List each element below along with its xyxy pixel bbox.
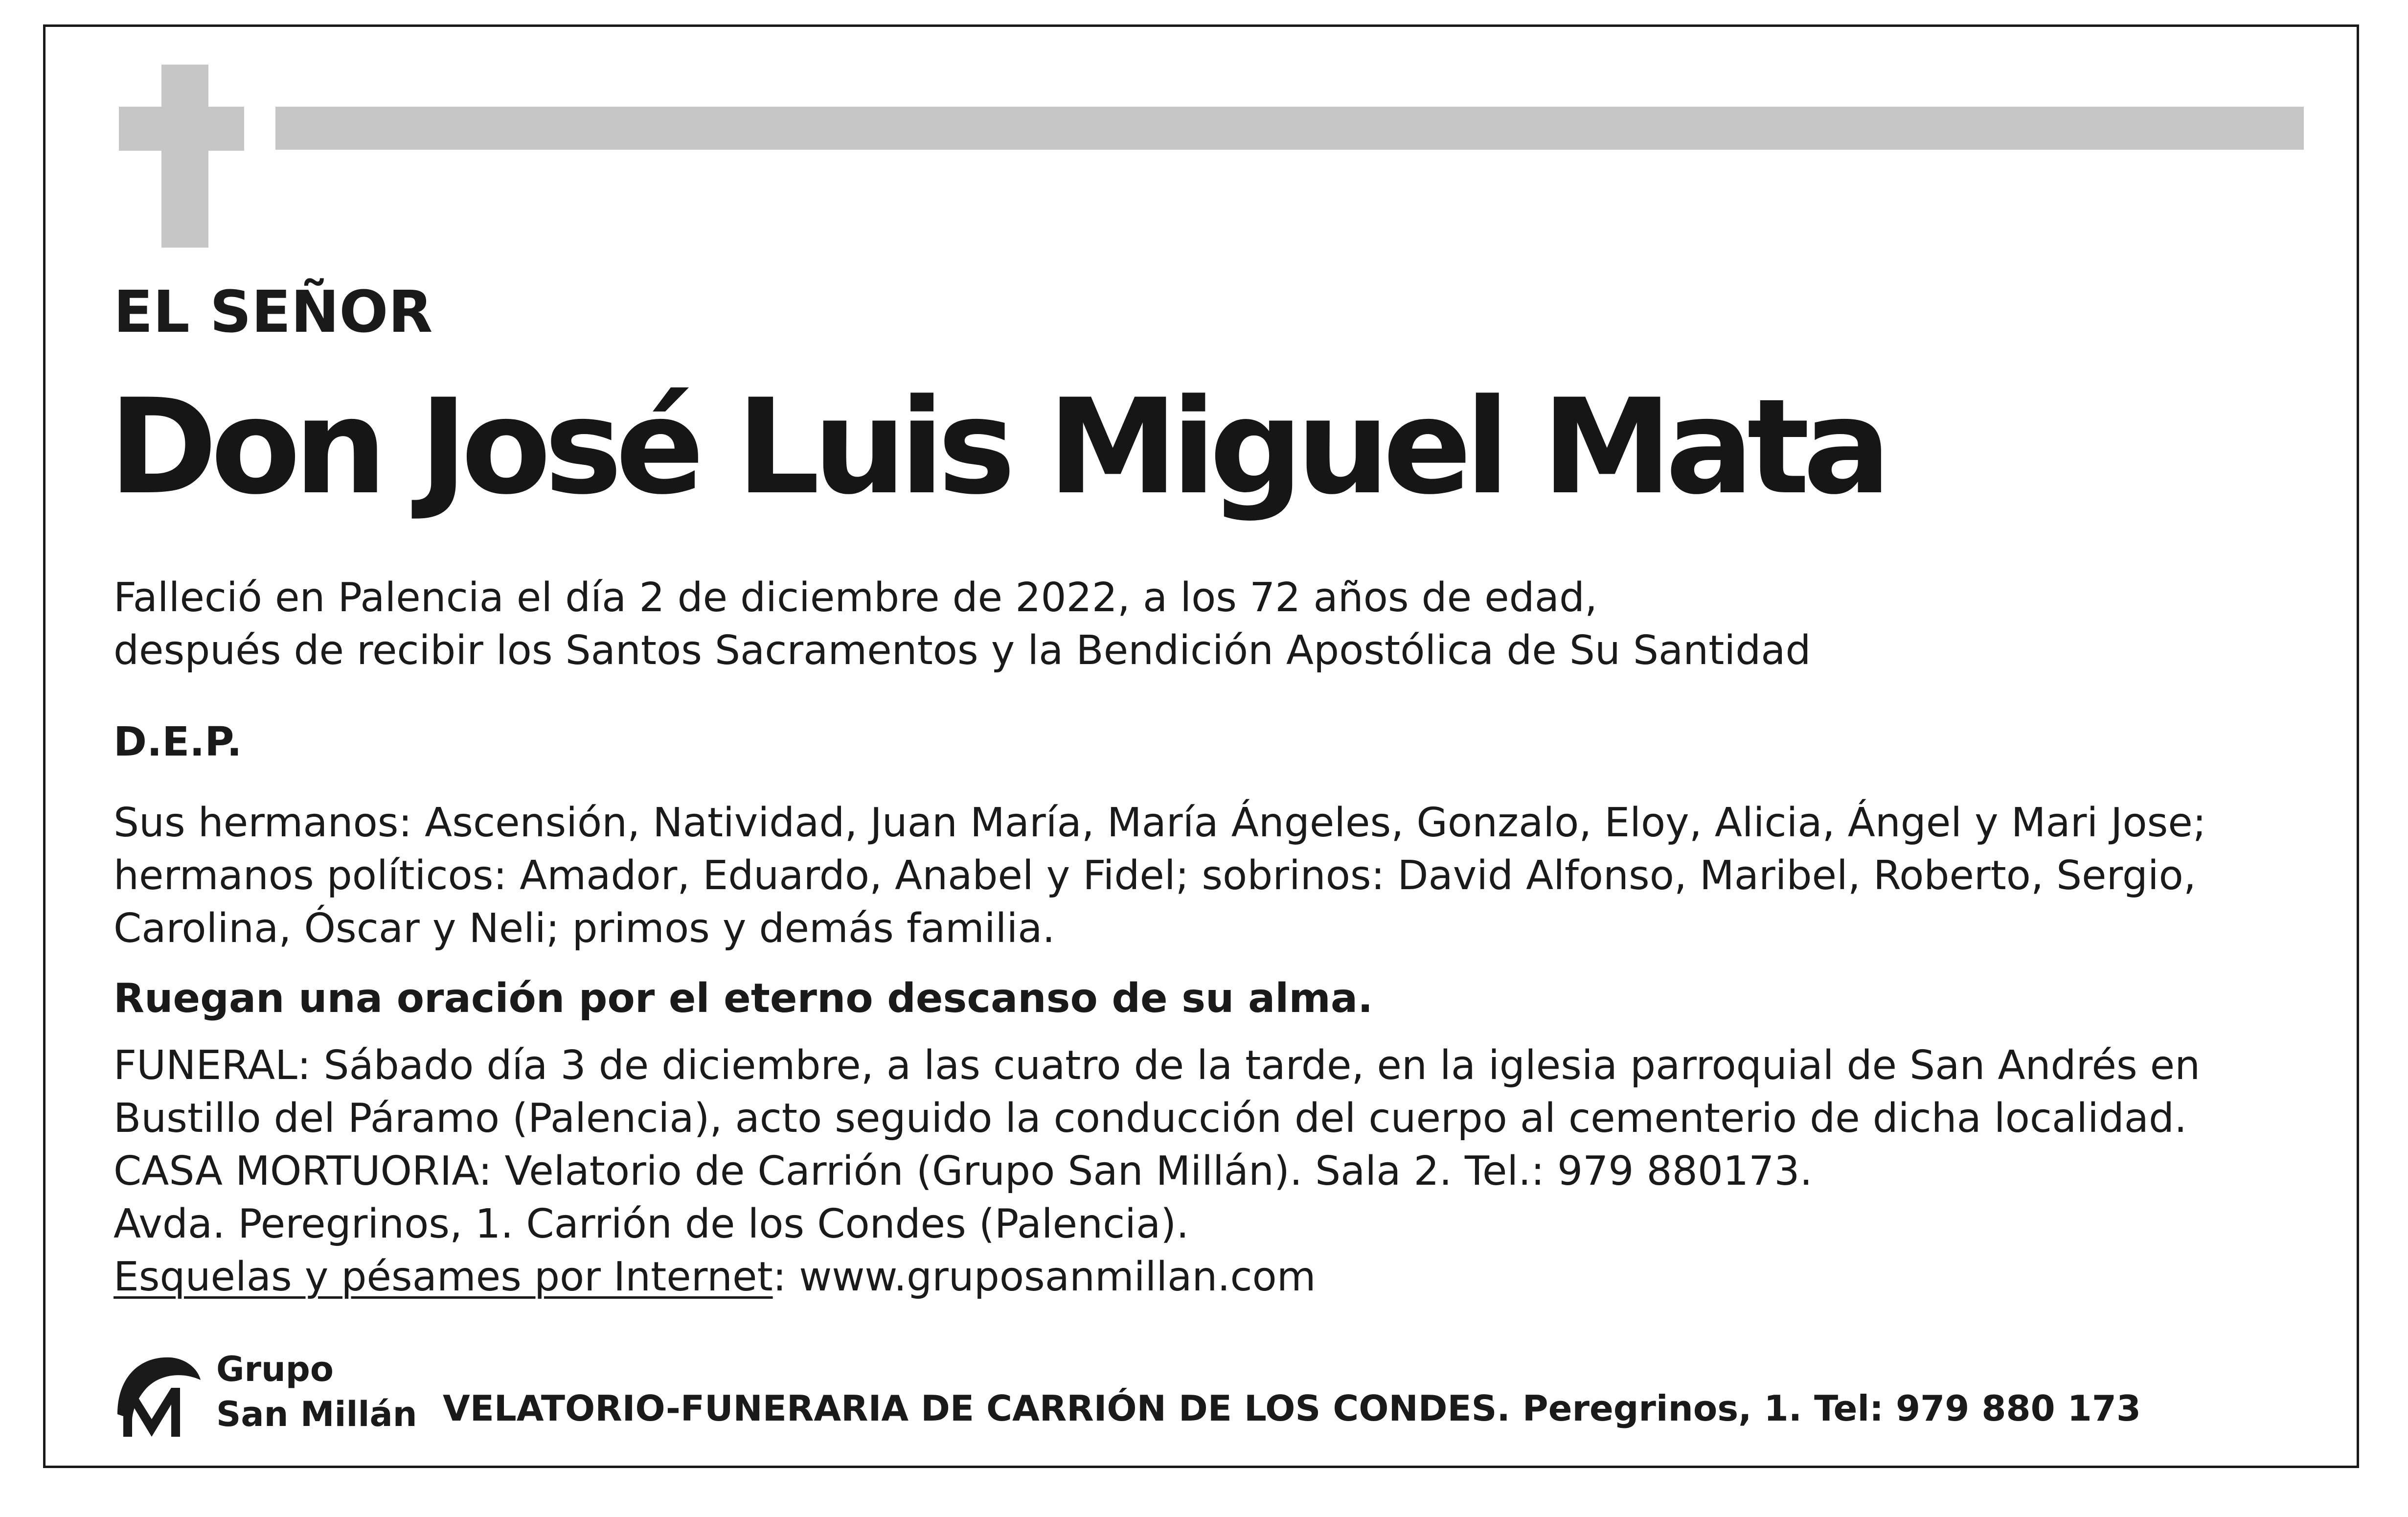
deceased-name: Don José Luis Miguel Mata	[109, 371, 1885, 524]
funeral-line: Bustillo del Páramo (Palencia), acto seguido la conducción del cuerpo al cementerio de dicha localidad.	[114, 1095, 2187, 1142]
cross-icon	[161, 65, 208, 248]
internet-label: Esquelas y pésames por Internet	[114, 1254, 773, 1300]
family-line: Carolina, Óscar y Neli; primos y demás familia.	[114, 905, 1055, 952]
funeral-line: Avda. Peregrinos, 1. Carrión de los Condes (Palencia).	[114, 1201, 1189, 1247]
family-line: Sus hermanos: Ascensión, Natividad, Juan María, María Ángeles, Gonzalo, Eloy, Alicia, Ángel y Mari Jose;	[114, 800, 2206, 846]
logo-wordmark	[216, 1347, 417, 1437]
family-line: hermanos políticos: Amador, Eduardo, Anabel y Fidel; sobrinos: David Alfonso, Maribel, Roberto, Sergio,	[114, 852, 2196, 899]
death-line: Falleció en Palencia el día 2 de diciembre de 2022, a los 72 años de edad,	[114, 575, 1598, 621]
rip-label: D.E.P.	[114, 719, 242, 765]
internet-line	[114, 1251, 2200, 1304]
logo-line: San Millán	[216, 1394, 417, 1434]
cross-icon-arm	[119, 107, 244, 151]
honorific: EL SEÑOR	[114, 278, 433, 345]
grupo-san-millan-logo	[98, 1341, 205, 1448]
funeral-paragraph	[114, 1039, 2200, 1304]
death-announcement	[114, 572, 1811, 677]
funeral-line: FUNERAL: Sábado día 3 de diciembre, a las cuatro de la tarde, en la iglesia parroquial de San Andrés en	[114, 1042, 2201, 1089]
prayer-request: Ruegan una oración por el eterno descanso de su alma.	[114, 975, 1373, 1022]
family-paragraph	[114, 797, 2206, 955]
funeral-home-info: VELATORIO-FUNERARIA DE CARRIÓN DE LOS CONDES. Peregrinos, 1. Tel: 979 880 173	[443, 1388, 2141, 1429]
death-line: después de recibir los Santos Sacramentos y la Bendición Apostólica de Su Santidad	[114, 627, 1811, 674]
logo-line: Grupo	[216, 1349, 334, 1389]
header-bar	[275, 107, 2304, 150]
website-link[interactable]: : www.gruposanmillan.com	[772, 1254, 1316, 1300]
funeral-line: CASA MORTUORIA: Velatorio de Carrión (Grupo San Millán). Sala 2. Tel.: 979 880173.	[114, 1148, 1813, 1195]
